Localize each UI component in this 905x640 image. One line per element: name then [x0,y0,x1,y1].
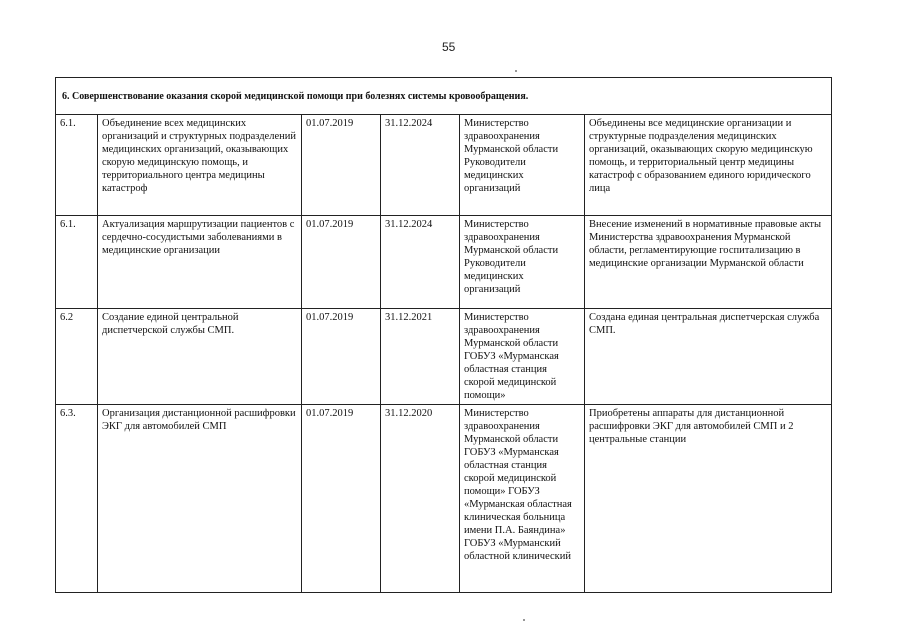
section-header-row [56,78,832,115]
start-date-cell: 01.07.2019 [302,405,381,593]
end-date-cell: 31.12.2024 [381,115,460,216]
responsible-cell: Министерство здравоохранения Мурманской области Руководители медицинских организаций [460,115,585,216]
row-number: 6.1. [56,216,98,309]
scan-speck [523,619,525,621]
scan-speck [515,70,517,72]
result-cell: Внесение изменений в нормативные правовые акты Министерства здравоохранения Мурманской области, регламентирующие госпитализацию в медицинские организации Мурманской области [585,216,832,309]
row-number: 6.2 [56,309,98,405]
table-row [56,216,832,309]
responsible-cell: Министерство здравоохранения Мурманской области ГОБУЗ «Мурманская областная станция скорой медицинской помощи» [460,309,585,405]
start-date-cell: 01.07.2019 [302,115,381,216]
measure-cell: Объединение всех медицинских организаций и структурных подразделений медицинских организаций, оказывающих скорую медицинскую помощь, и территориального центра медицины катастроф [98,115,302,216]
responsible-cell: Министерство здравоохранения Мурманской области ГОБУЗ «Мурманская областная станция скорой медицинской помощи» ГОБУЗ «Мурманская областная клиническая больница имени П.А. Баяндина» ГОБУЗ «Мурманский областной клинический [460,405,585,593]
start-date-cell: 01.07.2019 [302,309,381,405]
result-cell: Приобретены аппараты для дистанционной расшифровки ЭКГ для автомобилей СМП и 2 центральные станции [585,405,832,593]
result-cell: Объединены все медицинские организации и структурные подразделения медицинских организаций, оказывающих скорую медицинскую помощь, и территориальный центр медицины катастроф с образованием единого юридического лица [585,115,832,216]
page-number: 55 [442,40,456,54]
table-row [56,115,832,216]
table-row [56,309,832,405]
end-date-cell: 31.12.2021 [381,309,460,405]
measure-cell: Организация дистанционной расшифровки ЭКГ для автомобилей СМП [98,405,302,593]
row-number: 6.1. [56,115,98,216]
table-row [56,405,832,593]
measure-cell: Актуализация маршрутизации пациентов с сердечно-сосудистыми заболеваниями в медицинские организации [98,216,302,309]
measure-cell: Создание единой центральной диспетчерской службы СМП. [98,309,302,405]
row-number: 6.3. [56,405,98,593]
result-cell: Создана единая центральная диспетчерская служба СМП. [585,309,832,405]
start-date-cell: 01.07.2019 [302,216,381,309]
responsible-cell: Министерство здравоохранения Мурманской области Руководители медицинских организаций [460,216,585,309]
measures-table [55,77,832,593]
end-date-cell: 31.12.2024 [381,216,460,309]
section-title: 6. Совершенствование оказания скорой медицинской помощи при болезнях системы кровообращения. [56,78,832,115]
end-date-cell: 31.12.2020 [381,405,460,593]
